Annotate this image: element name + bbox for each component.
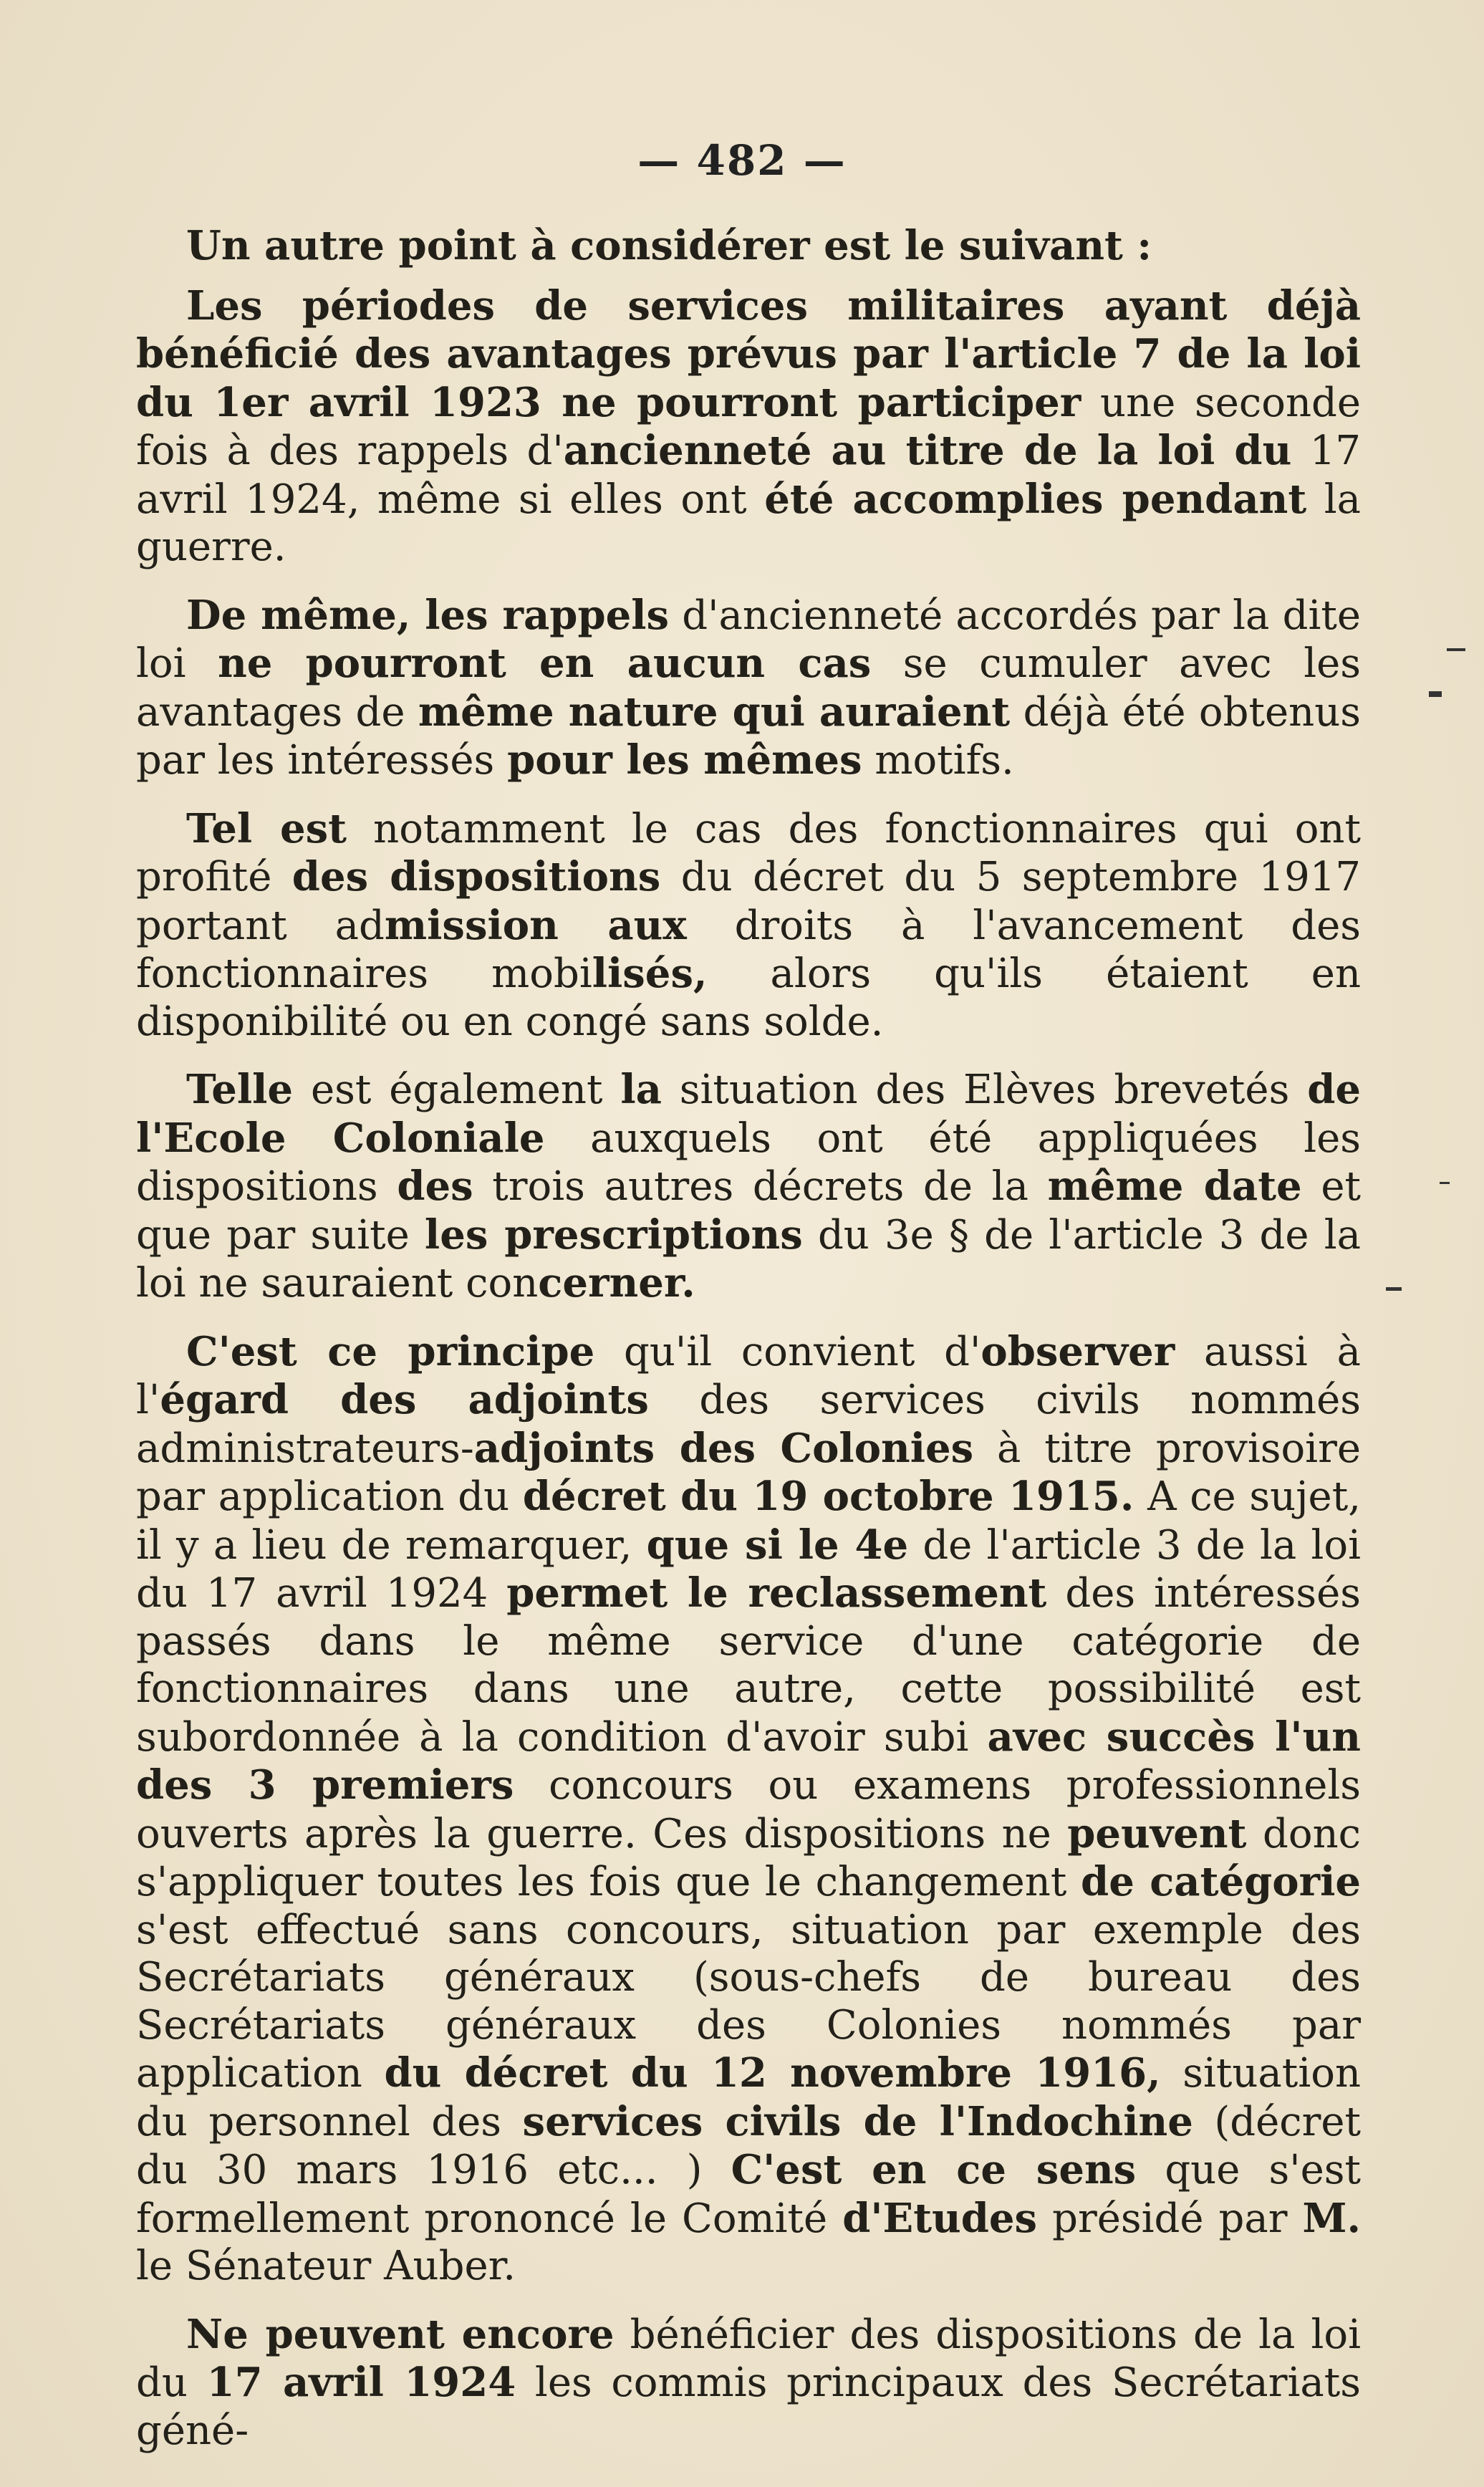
text-segment: services civils de l'Indochine: [522, 2097, 1193, 2145]
text-segment: permet le reclassement: [506, 1569, 1047, 1617]
text-segment: situation des Elèves brevetés: [661, 1067, 1308, 1113]
text-segment: la: [620, 1066, 662, 1113]
text-segment: (décret du 30 mars 1916 etc... ): [136, 2098, 1362, 2193]
paragraph: [136, 1328, 1361, 2291]
text-segment: que s'est formellement prononcé le Comité: [136, 2147, 1362, 2242]
text-segment: qu'il convient d': [594, 1328, 981, 1375]
text-segment: des intéressés passés dans le même service d'une catégorie de fonctionnaires dans une autre, cette possibilité est subordonnée à la condition d'avoir subi: [136, 1570, 1361, 1761]
text-segment: ancienneté au titre de la loi du: [563, 427, 1292, 474]
text-segment: auxquels ont été appliquées les dispositions: [136, 1115, 1362, 1210]
text-segment: lisés,: [592, 950, 708, 997]
paragraph: [136, 222, 1361, 271]
margin-mark: [1447, 648, 1465, 651]
text-segment: ne pourront en aucun cas: [218, 640, 872, 687]
text-segment: de l'Ecole Coloniale: [136, 1066, 1361, 1162]
text-segment: De même, les rappels: [186, 591, 670, 639]
text-segment: Un autre point à considérer est le suivant :: [186, 222, 1152, 269]
text-segment: donc s'appliquer toutes les fois que le changement: [136, 1810, 1361, 1905]
paragraph: [136, 805, 1361, 1047]
body-text: [136, 222, 1361, 2475]
text-segment: peuvent: [1067, 1809, 1247, 1857]
text-segment: et que par suite: [136, 1163, 1361, 1259]
text-segment: d'ancienneté accordés par la dite loi: [136, 592, 1361, 687]
text-segment: Ne peuvent encore: [186, 2310, 615, 2358]
text-segment: Telle: [186, 1066, 294, 1113]
text-segment: 17 avril 1924: [206, 2359, 516, 2406]
text-segment: M.: [1302, 2194, 1361, 2242]
text-segment: avec succès l'un des 3 premiers: [136, 1713, 1362, 1809]
text-segment: 17 avril 1924, même si elles ont: [136, 428, 1361, 523]
paragraph: [136, 2311, 1361, 2455]
text-segment: cerner.: [538, 1259, 695, 1307]
text-segment: concours ou examens professionnels ouverts après la guerre. Ces dispositions ne: [136, 1762, 1361, 1857]
text-segment: des: [397, 1163, 473, 1210]
text-segment: se cumuler avec les avantages de: [136, 640, 1361, 736]
text-segment: que si le 4e: [646, 1521, 909, 1569]
text-segment: notamment le cas des fonctionnaires qui ont profité: [136, 805, 1361, 900]
text-segment: C'est en ce sens: [731, 2146, 1137, 2193]
text-segment: adjoints des Colonies: [473, 1424, 974, 1472]
text-segment: pour les mêmes: [507, 736, 862, 784]
text-segment: les commis principaux des Secrétariats géné-: [136, 2359, 1361, 2454]
text-segment: décret du 19 octobre 1915.: [522, 1473, 1134, 1520]
text-segment: droits à l'avancement des fonctionnaires mobi: [136, 902, 1361, 997]
text-segment: la guerre.: [136, 476, 1362, 570]
paragraph: [136, 282, 1361, 572]
margin-mark: [1429, 691, 1442, 697]
text-segment: du décret du 12 novembre 1916,: [384, 2049, 1161, 2097]
text-segment: de l'article 3 de la loi du 17 avril 1924: [136, 1521, 1361, 1617]
text-segment: aussi à l': [136, 1328, 1361, 1423]
text-segment: Les périodes de services militaires ayant déjà bénéficié des avantages prévus par l'article 7 de la loi du 1er avril 1923 ne pourront participer: [136, 282, 1361, 426]
text-segment: est également: [293, 1067, 621, 1113]
text-segment: motifs.: [862, 737, 1014, 784]
text-segment: même date: [1047, 1163, 1302, 1210]
margin-mark: [1386, 1287, 1402, 1291]
text-segment: les prescriptions: [424, 1211, 803, 1259]
text-segment: des services civils nommés administrateurs-: [136, 1377, 1361, 1472]
text-segment: été accomplies pendant: [764, 475, 1307, 523]
text-segment: même nature qui auraient: [418, 688, 1011, 736]
text-segment: d'Etudes: [842, 2194, 1038, 2242]
text-segment: déjà été obtenus par les intéressés: [136, 688, 1361, 784]
text-segment: bénéficier des dispositions de la loi du: [136, 2311, 1361, 2406]
text-segment: s'est effectué sans concours, situation par exemple des Secrétariats généraux (sous-chefs de bureau des Secrétariats généraux des Colonies nommés par application: [136, 1906, 1361, 2097]
text-segment: A ce sujet, il y a lieu de remarquer,: [136, 1473, 1361, 1569]
text-segment: présidé par: [1037, 2195, 1303, 2242]
text-segment: du 3e § de l'article 3 de la loi ne sauraient con: [136, 1211, 1361, 1307]
text-segment: observer: [980, 1327, 1175, 1375]
paragraph: [136, 592, 1361, 785]
text-segment: de catégorie: [1081, 1858, 1361, 1905]
text-segment: à titre provisoire par application du: [136, 1425, 1361, 1520]
text-segment: égard des adjoints: [160, 1376, 649, 1423]
text-segment: alors qu'ils étaient en disponibilité ou en congé sans solde.: [136, 951, 1362, 1045]
text-segment: trois autres décrets de la: [473, 1163, 1048, 1210]
text-segment: une seconde fois à des rappels d': [136, 379, 1361, 474]
margin-mark: [1440, 1182, 1450, 1184]
text-segment: des dispositions: [292, 853, 661, 900]
page-number: — 482 —: [637, 136, 847, 185]
text-segment: du décret du 5 septembre 1917 portant ad: [136, 854, 1361, 949]
text-segment: C'est ce principe: [186, 1327, 595, 1375]
text-segment: le Sénateur Auber.: [136, 2243, 516, 2289]
text-segment: Tel est: [186, 804, 347, 852]
text-segment: mission aux: [384, 901, 687, 949]
text-segment: situation du personnel des: [136, 2050, 1362, 2145]
paragraph: [136, 1066, 1361, 1308]
